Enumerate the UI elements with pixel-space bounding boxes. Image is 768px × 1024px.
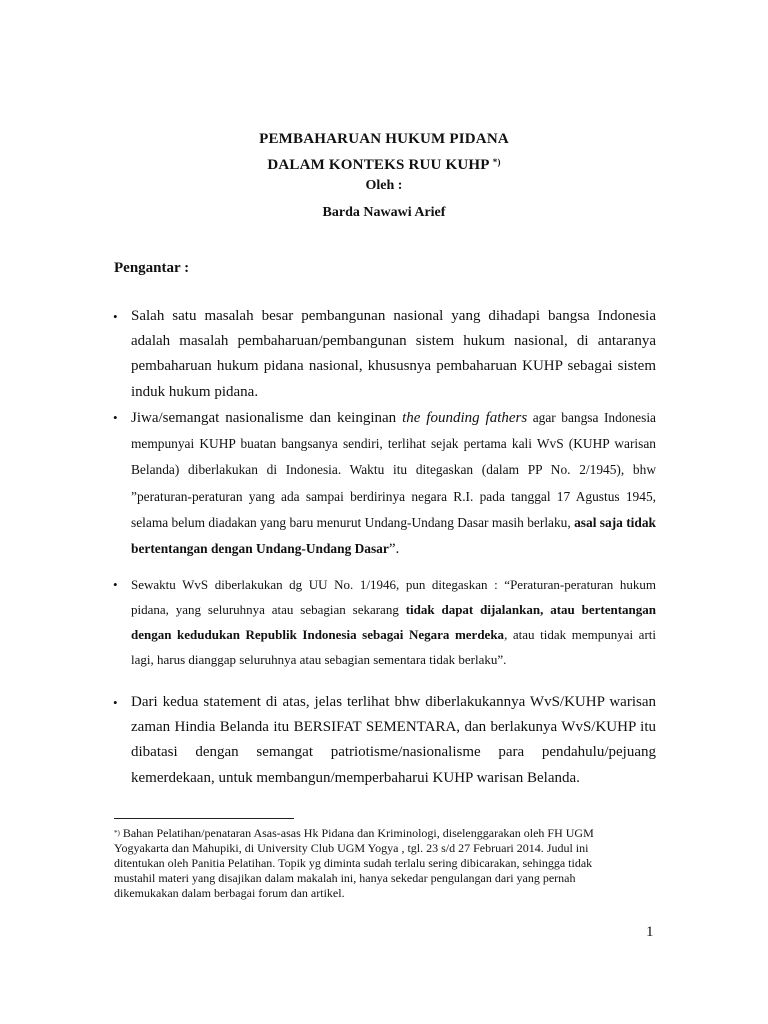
bullet-text-pre: Sewaktu WvS diberlakukan dg UU No. 1/1946, pun ditegaskan : “Peraturan-peraturan hukum pidana, yang seluruhnya atau sebagian sekarang <box>131 577 656 617</box>
bullet-item-2 <box>113 405 656 562</box>
title-line-1: PEMBAHARUAN HUKUM PIDANA <box>259 131 509 147</box>
bullet-text: Salah satu masalah besar pembangunan nasional yang dihadapi bangsa Indonesia adalah masalah pembaharuan/pembangunan sistem hukum nasional, di antaranya pembaharuan hukum pidana nasional, khususnya pembaharuan KUHP sebagai sistem induk hukum pidana. <box>131 308 656 400</box>
title-line-2 <box>0 154 768 176</box>
page-number: 1 <box>646 924 654 940</box>
bullet-text-bold: tidak dapat dijalankan, atau bertentangan dengan kedudukan Republik Indonesia sebagai Negara merdeka <box>131 602 656 642</box>
intro-heading: Pengantar : <box>114 260 190 276</box>
bullet-dot-icon: • <box>113 577 118 592</box>
bullet-dot-icon: • <box>113 695 118 710</box>
footnote <box>114 826 634 901</box>
bullet-dot-icon: • <box>113 309 118 324</box>
bullet-text-post: , atau tidak mempunyai arti lagi, harus dianggap seluruhnya atau sebagian sementara tidak berlaku”. <box>131 627 657 667</box>
bullet-item-3 <box>113 572 657 672</box>
bullet-item-4 <box>113 690 656 791</box>
footnote-marker: *) <box>114 829 120 837</box>
bullet-text-post: ”. <box>388 541 400 558</box>
footnote-text: Bahan Pelatihan/penataran Asas-asas Hk Pidana dan Kriminologi, diselenggarakan oleh FH UGM Yogyakarta dan Mahupiki, di University Club UGM Yogya , tgl. 23 s/d 27 Februari 2014. Judul ini ditentukan oleh Panitia Pelatihan. Topik yg diminta sudah terlalu sering dibicarakan, sehingga tidak mustahil materi yang disajikan dalam makalah ini, hanya sekedar pengulangan dari yang pernah dikemukakan dalam berbagai forum dan artikel. <box>114 826 594 900</box>
title-line-2-text: DALAM KONTEKS RUU KUHP <box>267 157 489 173</box>
bullet-text-pre: Jiwa/semangat nasionalisme dan keinginan <box>131 410 403 426</box>
bullet-text: Dari kedua statement di atas, jelas terlihat bhw diberlakukannya WvS/KUHP warisan zaman Hindia Belanda itu BERSIFAT SEMENTARA, dan berlakunya WvS/KUHP itu dibatasi dengan semangat patriotisme/nasionalisme para pendahulu/pejuang kemerdekaan, untuk membangun/memperbaharui KUHP warisan Belanda. <box>131 694 656 786</box>
author-name: Barda Nawawi Arief <box>322 205 446 220</box>
bullet-item-1 <box>113 304 656 405</box>
title-block <box>0 128 768 223</box>
footnote-divider <box>114 818 294 819</box>
oleh-label: Oleh : <box>365 178 403 193</box>
title-footnote-marker: *) <box>492 157 501 167</box>
bullet-text-italic: the founding fathers <box>402 410 528 426</box>
bullet-text-mid: agar bangsa Indonesia mempunyai KUHP buatan bangsanya sendiri, terlihat sejak pertama kali WvS (KUHP warisan Belanda) diberlakukan di Indonesia. Waktu itu ditegaskan (dalam PP No. 2/1945), bhw ”peraturan-peraturan yang ada sampai berdirinya negara R.I. pada tanggal 17 Agustus 1945, selama belum diadakan yang baru menurut Undang-Undang Dasar masih berlaku, <box>131 410 656 530</box>
bullet-text-bold: asal saja tidak bertentangan dengan Undang-Undang Dasar <box>131 514 656 557</box>
bullet-dot-icon: • <box>113 410 118 425</box>
